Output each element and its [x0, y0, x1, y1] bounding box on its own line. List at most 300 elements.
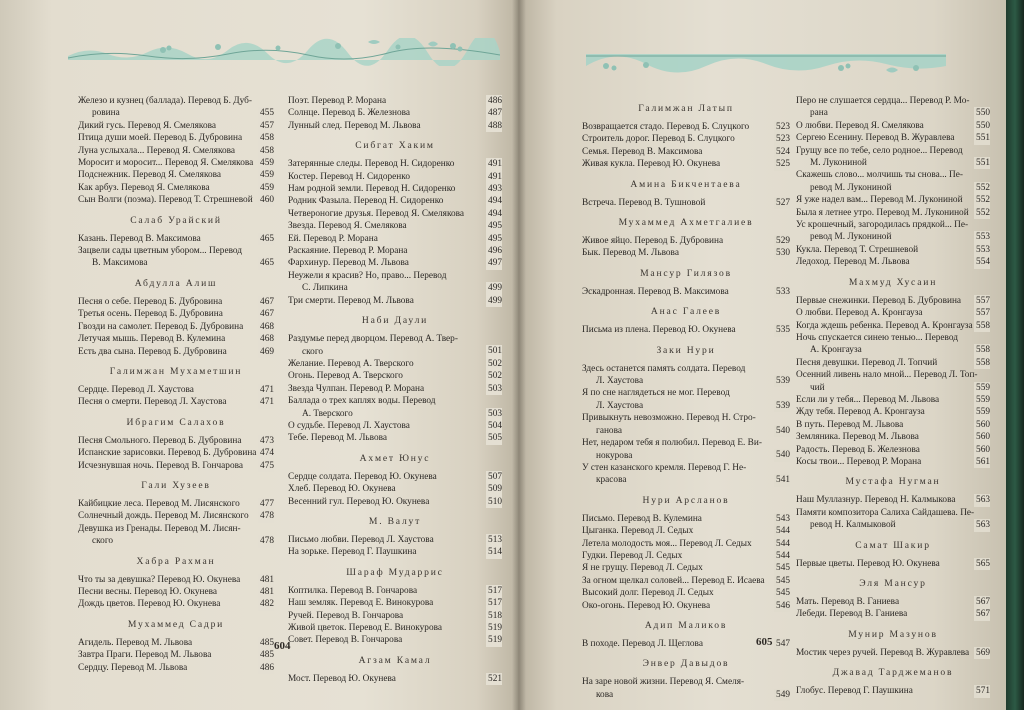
- entry-title-line: Земляника. Перевод М. Львова: [796, 432, 919, 443]
- entry-title-line: Гудки. Перевод Л. Седых: [582, 550, 683, 561]
- toc-entry: [78, 145, 274, 157]
- entry-page-number: 524: [776, 146, 790, 157]
- entry-page-number: 467: [260, 309, 274, 320]
- toc-entry: [78, 598, 274, 610]
- toc-entry: [288, 395, 502, 420]
- toc-entry: [796, 357, 990, 369]
- entry-page-number: 521: [488, 673, 502, 684]
- author-heading: Заки Нури: [656, 344, 716, 356]
- toc-entry: [288, 171, 502, 183]
- entry-title-line: Письма из плена. Перевод Ю. Окунева: [582, 325, 736, 336]
- entry-page-number: 547: [776, 638, 790, 649]
- entry-title-line: Я уже надел вам... Перевод М. Лукониной: [796, 195, 963, 206]
- toc-entry: [796, 132, 990, 144]
- entry-title-line: С. Липкина: [302, 283, 348, 294]
- toc-entry: [78, 396, 274, 408]
- author-heading: Галимжан Мухаметшин: [109, 365, 243, 377]
- entry-page-number: 569: [976, 647, 990, 658]
- entry-title-line: Радость. Перевод Б. Железнова: [796, 444, 920, 455]
- toc-entry: [78, 637, 274, 649]
- entry-page-number: 459: [260, 170, 274, 181]
- entry-title-line: Ледоход. Перевод М. Львова: [796, 257, 910, 268]
- entry-title-line: Встреча. Перевод В. Тушновой: [582, 197, 706, 208]
- entry-title-line: Звезда Чулпан. Перевод Р. Морана: [288, 383, 425, 394]
- entry-page-number: 491: [488, 171, 502, 182]
- entry-title-line: О любви. Перевод Я. Смелякова: [796, 120, 924, 131]
- entry-title-line: Дикий гусь. Перевод Я. Смелякова: [78, 120, 217, 131]
- author-heading: Абдулла Алиш: [134, 277, 218, 289]
- author-heading: Нури Арсланов: [642, 494, 730, 506]
- entry-title-line: Скажешь слово... молчишь ты снова... Пе-: [796, 170, 963, 181]
- author-heading: Наби Даули: [361, 315, 429, 327]
- entry-title-line: На зорьке. Перевод Г. Паушкина: [288, 547, 417, 558]
- toc-entry: [796, 95, 990, 120]
- entry-page-number: 550: [976, 108, 990, 119]
- entry-title-line: Сердце. Перевод Л. Хаустова: [78, 384, 194, 395]
- entry-title-line: Песня о смерти. Перевод Л. Хаустова: [78, 397, 227, 408]
- entry-page-number: 457: [260, 120, 274, 131]
- entry-page-number: 545: [776, 563, 790, 574]
- toc-entry: [288, 597, 502, 609]
- entry-title-line: Сергею Есенину. Перевод В. Журавлева: [796, 133, 955, 144]
- entry-page-number: 491: [488, 159, 502, 170]
- toc-entry: [796, 244, 990, 256]
- entry-page-number: 539: [776, 376, 790, 387]
- toc-entry: [796, 494, 990, 506]
- entry-title-line: Лунный след. Перевод М. Львова: [288, 120, 421, 131]
- toc-entry: [288, 107, 502, 119]
- entry-page-number: 558: [976, 357, 990, 368]
- entry-page-number: 552: [976, 195, 990, 206]
- toc-entry: [78, 296, 274, 308]
- entry-title-line: Звезда. Перевод Я. Смелякова: [288, 221, 407, 232]
- entry-page-number: 544: [776, 538, 790, 549]
- entry-page-number: 499: [488, 283, 502, 294]
- entry-title-line: Родник Фазыла. Перевод Н. Сидоренко: [288, 196, 444, 207]
- toc-entry: [78, 523, 274, 548]
- toc-entry: [582, 525, 790, 537]
- toc-entry: [796, 456, 990, 468]
- toc-entry: [288, 95, 502, 107]
- entry-title-line: Ручей. Перевод В. Гончарова: [288, 610, 404, 621]
- toc-entry: [582, 133, 790, 145]
- entry-page-number: 560: [976, 419, 990, 430]
- toc-entry: [582, 197, 790, 209]
- entry-title-line: красова: [596, 475, 627, 486]
- entry-title-line: Солнечный дождь. Перевод М. Лисянского: [78, 511, 249, 522]
- entry-page-number: 552: [976, 182, 990, 193]
- toc-entry: [582, 121, 790, 133]
- entry-title-line: Если ли у тебя... Перевод М. Львова: [796, 394, 940, 405]
- author-heading: Анас Галеев: [650, 306, 722, 318]
- toc-entry: [288, 634, 502, 646]
- entry-page-number: 485: [260, 637, 274, 648]
- entry-page-number: 486: [488, 96, 502, 106]
- toc-entry: [796, 406, 990, 418]
- entry-page-number: 557: [976, 308, 990, 319]
- toc-entry: [78, 510, 274, 522]
- entry-page-number: 502: [488, 358, 502, 369]
- toc-entry: [796, 207, 990, 219]
- author-heading: Сибгат Хаким: [355, 140, 435, 152]
- entry-title-line: Тебе. Перевод М. Львова: [288, 433, 388, 444]
- entry-title-line: Песни весны. Перевод Ю. Окунева: [78, 586, 217, 597]
- toc-entry: [582, 247, 790, 259]
- entry-title-line: Здесь останется память солдата. Перевод: [582, 363, 746, 374]
- toc-entry: [78, 498, 274, 510]
- entry-title-line: Ус крошечный, загородилась прядкой... Пе-: [796, 220, 969, 231]
- entry-page-number: 499: [488, 295, 502, 306]
- toc-entry: [796, 419, 990, 431]
- entry-title-line: Высокий долг. Перевод Л. Седых: [582, 588, 714, 599]
- toc-entry: [288, 420, 502, 432]
- entry-title-line: Л. Хаустова: [596, 400, 644, 411]
- entry-page-number: 486: [260, 662, 274, 673]
- entry-page-number: 475: [260, 460, 274, 471]
- entry-title-line: Кайбицкие леса. Перевод М. Лисянского: [78, 498, 240, 509]
- author-heading: Энвер Давыдов: [642, 658, 730, 670]
- toc-entry: [288, 383, 502, 395]
- entry-title-line: Сын Волги (поэма). Перевод Т. Стрешневой: [78, 195, 253, 206]
- entry-title-line: Бык. Перевод М. Львова: [582, 248, 679, 259]
- toc-entry: [796, 145, 990, 170]
- entry-page-number: 465: [260, 258, 274, 269]
- author-heading: Мустафа Нугман: [845, 476, 941, 488]
- entry-page-number: 552: [976, 207, 990, 218]
- toc-entry: [78, 384, 274, 396]
- toc-entry: [288, 358, 502, 370]
- entry-title-line: А. Тверского: [302, 408, 353, 419]
- toc-entry: [288, 496, 502, 508]
- toc-entry: [288, 622, 502, 634]
- entry-page-number: 519: [488, 635, 502, 646]
- entry-title-line: Коптилка. Перевод В. Гончарова: [288, 585, 418, 596]
- toc-entry: [796, 394, 990, 406]
- entry-page-number: 561: [976, 456, 990, 467]
- entry-page-number: 459: [260, 158, 274, 169]
- entry-title-line: Весенний гул. Перевод Ю. Окунева: [288, 496, 430, 507]
- entry-title-line: Сердце солдата. Перевод Ю. Окунева: [288, 471, 437, 482]
- entry-page-number: 563: [976, 495, 990, 506]
- author-heading: Мунир Мазунов: [848, 628, 938, 640]
- toc-entry: [288, 245, 502, 257]
- entry-page-number: 496: [488, 246, 502, 257]
- entry-title-line: Семья. Перевод В. Максимова: [582, 146, 703, 157]
- entry-page-number: 469: [260, 346, 274, 357]
- author-heading: Мухаммед Садри: [127, 618, 225, 630]
- entry-title-line: Испанские зарисовки. Перевод Б. Дубровина: [78, 448, 257, 459]
- entry-page-number: 517: [488, 585, 502, 596]
- toc-entry: [288, 270, 502, 295]
- entry-page-number: 539: [776, 400, 790, 411]
- book-spine: [512, 0, 526, 710]
- toc-entry: [78, 321, 274, 333]
- entry-page-number: 478: [260, 511, 274, 522]
- entry-title-line: Затерянные следы. Перевод Н. Сидоренко: [288, 159, 455, 170]
- toc-entry: [78, 194, 274, 206]
- entry-page-number: 525: [776, 159, 790, 170]
- toc-entry: [288, 610, 502, 622]
- entry-page-number: 460: [260, 195, 274, 206]
- entry-page-number: 465: [260, 233, 274, 244]
- toc-entry: [78, 586, 274, 598]
- entry-title-line: Исчезнувшая ночь. Перевод В. Гончарова: [78, 460, 243, 471]
- entry-title-line: Летучая мышь. Перевод В. Кулемина: [78, 334, 226, 345]
- toc-entry: [288, 183, 502, 195]
- entry-title-line: ревод М. Лукониной: [810, 182, 892, 193]
- toc-entry: [288, 120, 502, 132]
- toc-entry: [582, 387, 790, 412]
- toc-entry: [288, 483, 502, 495]
- entry-title-line: Девушка из Гренады. Перевод М. Лисян-: [78, 523, 241, 534]
- entry-title-line: О любви. Перевод А. Кронгауза: [796, 308, 923, 319]
- entry-page-number: 541: [776, 475, 790, 486]
- entry-page-number: 551: [976, 133, 990, 144]
- toc-entry: [796, 608, 990, 620]
- entry-page-number: 551: [976, 158, 990, 169]
- toc-entry: [582, 158, 790, 170]
- entry-title-line: За огном щелкал соловей... Перевод Е. Исаева: [582, 575, 765, 586]
- author-heading: Амина Бикчентаева: [630, 178, 742, 190]
- entry-title-line: Сердцу. Перевод М. Львова: [78, 662, 188, 673]
- entry-title-line: Песня девушки. Перевод Л. Топчий: [796, 357, 938, 368]
- entry-title-line: ского: [302, 346, 324, 357]
- page-number-left: 604: [274, 640, 291, 652]
- author-heading: Ахмет Юнус: [359, 452, 431, 464]
- entry-title-line: Цыганка. Перевод Л. Седых: [582, 526, 694, 537]
- entry-title-line: Осенний ливень нало мной... Перевод Л. Топ-: [796, 370, 978, 381]
- entry-title-line: Я не грущу. Перевод Л. Седых: [582, 563, 703, 574]
- author-heading: Мансур Гилязов: [640, 267, 732, 279]
- entry-page-number: 540: [776, 425, 790, 436]
- entry-page-number: 477: [260, 498, 274, 509]
- entry-title-line: ревод Н. Калмыковой: [810, 520, 896, 531]
- toc-entry: [78, 649, 274, 661]
- entry-title-line: В. Максимова: [92, 258, 148, 269]
- entry-page-number: 514: [488, 547, 502, 558]
- author-heading: Гали Хузеев: [141, 479, 211, 491]
- entry-title-line: нокурова: [596, 450, 633, 461]
- entry-title-line: Раздумье перед дворцом. Перевод А. Твер-: [288, 334, 458, 345]
- entry-title-line: Эскадронная. Перевод В. Максимова: [582, 286, 729, 297]
- entry-title-line: Летела молодость моя... Перевод Л. Седых: [582, 538, 752, 549]
- entry-title-line: Гвозди на самолет. Перевод Б. Дубровина: [78, 321, 244, 332]
- entry-title-line: Живой цветок. Перевод Е. Винокурова: [288, 623, 442, 633]
- entry-page-number: 504: [488, 420, 502, 431]
- toc-entry: [288, 295, 502, 307]
- author-heading: Махмуд Хусаин: [848, 276, 938, 288]
- entry-page-number: 467: [260, 296, 274, 307]
- entry-title-line: Раскаяние. Перевод Р. Морана: [288, 246, 408, 257]
- toc-entry: [796, 647, 990, 659]
- entry-title-line: В путь. Перевод М. Львова: [796, 419, 904, 430]
- entry-page-number: 468: [260, 334, 274, 345]
- entry-title-line: Наш земляк. Перевод Е. Винокурова: [288, 598, 434, 609]
- toc-entry: [78, 95, 274, 120]
- toc-entry: [582, 462, 790, 487]
- entry-page-number: 485: [260, 650, 274, 661]
- toc-entry: [796, 685, 990, 697]
- entry-page-number: 560: [976, 432, 990, 443]
- entry-title-line: Первые снежинки. Перевод Б. Дубровина: [796, 295, 962, 306]
- entry-page-number: 503: [488, 408, 502, 419]
- entry-title-line: Грущу все по тебе, село родное... Перевод: [796, 145, 963, 156]
- entry-page-number: 495: [488, 233, 502, 244]
- entry-title-line: Песня Смольного. Перевод Б. Дубровина: [78, 435, 242, 446]
- book-cover-edge: [1006, 0, 1024, 710]
- entry-page-number: 488: [488, 120, 502, 131]
- toc-entry: [582, 587, 790, 599]
- entry-title-line: Строитель дорог. Перевод Б. Слуцкого: [582, 134, 735, 145]
- entry-title-line: Око-огонь. Перевод Ю. Окунева: [582, 600, 711, 611]
- entry-page-number: 497: [488, 258, 502, 269]
- page-number-right: 605: [756, 636, 773, 648]
- entry-page-number: 493: [488, 184, 502, 195]
- entry-page-number: 459: [260, 182, 274, 193]
- toc-entry: [796, 194, 990, 206]
- entry-page-number: 473: [260, 435, 274, 446]
- entry-title-line: Солнце. Перевод Б. Железнова: [288, 108, 411, 119]
- toc-entry: [78, 333, 274, 345]
- toc-entry: [582, 286, 790, 298]
- toc-entry: [78, 245, 274, 270]
- entry-title-line: Баллада о трех каплях воды. Перевод: [288, 396, 436, 407]
- entry-page-number: 518: [488, 610, 502, 621]
- entry-title-line: Зацвели сады цветным убором... Перевод: [78, 246, 243, 257]
- entry-title-line: Нет, недаром тебя я полюбил. Перевод Е. Ви-: [582, 438, 762, 449]
- entry-title-line: ского: [92, 536, 114, 547]
- toc-entry: [582, 412, 790, 437]
- entry-page-number: 509: [488, 484, 502, 495]
- toc-entry: [796, 507, 990, 532]
- entry-title-line: Неужели я красив? Но, право... Перевод: [288, 270, 447, 281]
- toc-entry: [288, 208, 502, 220]
- entry-title-line: Луна услыхала... Перевод Я. Смелякова: [78, 145, 236, 156]
- toc-entry: [288, 546, 502, 558]
- entry-title-line: Нам родной земли. Перевод Н. Сидоренко: [288, 184, 456, 195]
- toc-entry: [288, 585, 502, 597]
- entry-title-line: Желание. Перевод А. Тверского: [288, 358, 414, 369]
- entry-title-line: Кукла. Перевод Т. Стрешневой: [796, 244, 919, 255]
- right-page: [518, 0, 1006, 710]
- entry-page-number: 553: [976, 232, 990, 243]
- entry-title-line: Жду тебя. Перевод А. Кронгауза: [796, 407, 925, 418]
- entry-title-line: Письмо любви. Перевод Л. Хаустова: [288, 534, 434, 545]
- entry-title-line: Железо и кузнец (баллада). Перевод Б. Дуб-: [78, 96, 252, 106]
- entry-title-line: О судьбе. Перевод Л. Хаустова: [288, 420, 410, 431]
- toc-entry: [288, 220, 502, 232]
- entry-title-line: Дождь цветов. Перевод Ю. Окунева: [78, 599, 221, 610]
- entry-page-number: 540: [776, 450, 790, 461]
- author-heading: Галимжан Латып: [638, 103, 734, 114]
- toc-entry: [288, 333, 502, 358]
- entry-title-line: Мостик через ручей. Перевод В. Журавлева: [796, 647, 970, 658]
- entry-page-number: 554: [976, 257, 990, 268]
- toc-entry: [582, 550, 790, 562]
- toc-entry: [796, 332, 990, 357]
- entry-title-line: Возвращается стадо. Перевод Б. Слуцкого: [582, 122, 750, 132]
- entry-title-line: Птица души моей. Перевод Б. Дубровина: [78, 133, 243, 144]
- entry-page-number: 550: [976, 120, 990, 131]
- entry-title-line: Я по сне наглядеться не мог. Перевод: [582, 388, 730, 399]
- toc-entry: [78, 662, 274, 674]
- toc-entry: [288, 673, 502, 685]
- entry-title-line: Огонь. Перевод А. Тверского: [288, 371, 403, 382]
- entry-title-line: Лебеди. Перевод В. Ганиева: [796, 609, 908, 620]
- toc-entry: [288, 534, 502, 546]
- entry-page-number: 494: [488, 196, 502, 207]
- toc-entry: [78, 460, 274, 472]
- toc-entry: [78, 447, 274, 459]
- toc-entry: [582, 363, 790, 388]
- toc-entry: [78, 132, 274, 144]
- entry-page-number: 557: [976, 295, 990, 306]
- toc-entry: [288, 158, 502, 170]
- toc-entry: [582, 235, 790, 247]
- toc-entry: [582, 538, 790, 550]
- author-heading: Самат Шакир: [855, 539, 931, 551]
- entry-page-number: 544: [776, 526, 790, 537]
- toc-entry: [288, 471, 502, 483]
- toc-entry: [796, 596, 990, 608]
- entry-page-number: 517: [488, 598, 502, 609]
- entry-title-line: Фархинур. Перевод М. Львова: [288, 258, 409, 269]
- entry-page-number: 563: [976, 520, 990, 531]
- entry-page-number: 503: [488, 383, 502, 394]
- entry-page-number: 523: [776, 122, 790, 132]
- entry-page-number: 474: [260, 448, 274, 459]
- entry-page-number: 559: [976, 407, 990, 418]
- entry-title-line: Завтра Праги. Перевод М. Львова: [78, 650, 212, 661]
- toc-entry: [78, 435, 274, 447]
- entry-page-number: 543: [776, 513, 790, 524]
- entry-page-number: 494: [488, 208, 502, 219]
- entry-page-number: 559: [976, 394, 990, 405]
- entry-title-line: Перо не слушается сердца... Перевод Р. Мо-: [796, 96, 970, 106]
- toc-entry: [582, 513, 790, 525]
- entry-title-line: Есть два сына. Перевод Б. Дубровина: [78, 346, 227, 357]
- entry-page-number: 487: [488, 108, 502, 119]
- entry-title-line: На заре новой жизни. Перевод Я. Смеля-: [582, 677, 745, 688]
- toc-entry: [78, 233, 274, 245]
- entry-title-line: Ночь спускается синею тенью... Перевод: [796, 332, 958, 343]
- entry-page-number: 478: [260, 536, 274, 547]
- right-page-column-2: [796, 95, 990, 698]
- entry-title-line: Казань. Перевод В. Максимова: [78, 233, 201, 244]
- toc-entry: [582, 324, 790, 336]
- toc-entry: [796, 444, 990, 456]
- entry-title-line: Поэт. Перевод Р. Морана: [288, 96, 387, 106]
- entry-page-number: 513: [488, 534, 502, 545]
- toc-entry: [796, 558, 990, 570]
- entry-page-number: 482: [260, 599, 274, 610]
- entry-title-line: Третья осень. Перевод Б. Дубровина: [78, 309, 223, 320]
- entry-page-number: 545: [776, 588, 790, 599]
- toc-entry: [78, 182, 274, 194]
- entry-title-line: Подснежник. Перевод Я. Смелякова: [78, 170, 222, 181]
- toc-entry: [796, 320, 990, 332]
- entry-title-line: Когда ждешь ребенка. Перевод А. Кронгауза: [796, 320, 973, 331]
- entry-title-line: У стен казанского кремля. Перевод Г. Не-: [582, 462, 747, 473]
- entry-title-line: Была я летнее утро. Перевод М. Лукониной: [796, 207, 969, 218]
- entry-title-line: Песня о себе. Перевод Б. Дубровина: [78, 296, 223, 307]
- toc-entry: [288, 233, 502, 245]
- author-heading: Адип Маликов: [644, 619, 728, 631]
- left-page-column-1: [78, 95, 274, 674]
- toc-entry: [796, 295, 990, 307]
- toc-entry: [288, 370, 502, 382]
- author-heading: Агзам Камал: [358, 654, 432, 666]
